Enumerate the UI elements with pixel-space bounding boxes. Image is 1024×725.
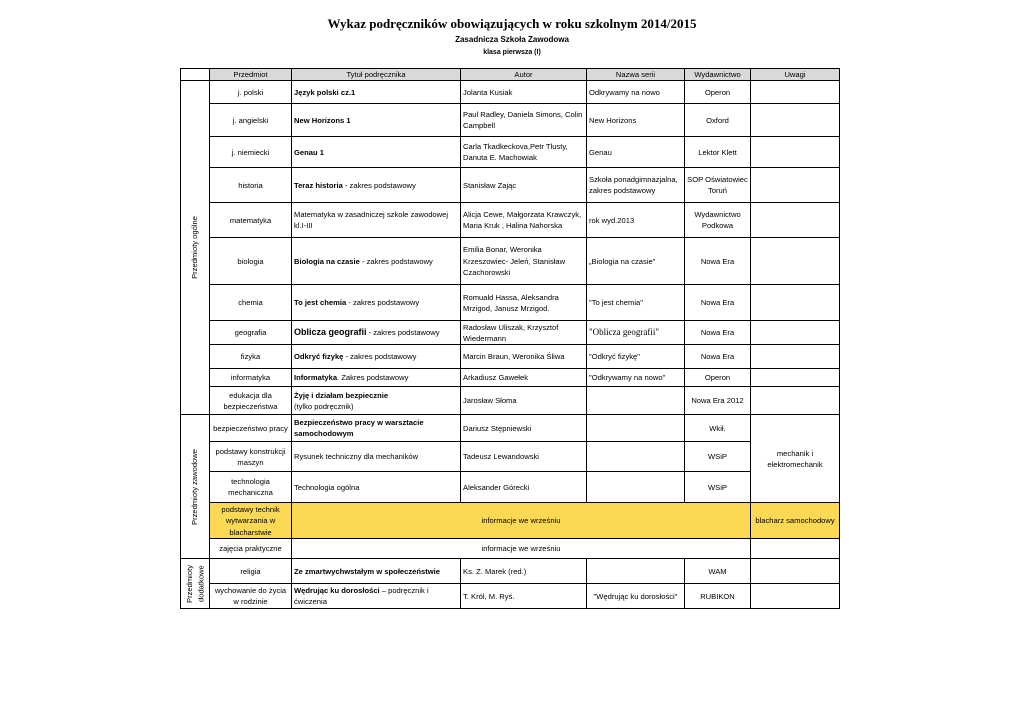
series-cell: "To jest chemia" [587, 285, 685, 321]
table-row [181, 81, 840, 104]
subject-cell: religia [210, 559, 292, 584]
publisher-cell: WSiP [685, 442, 751, 472]
author-cell: Paul Radley, Daniela Simons, Colin Campbell [461, 104, 587, 137]
subject-cell: zajęcia praktyczne [210, 539, 292, 559]
publisher-cell: WSiP [685, 472, 751, 503]
table-row [181, 503, 840, 539]
publisher-cell: Nowa Era 2012 [685, 387, 751, 415]
table-row [181, 584, 840, 609]
series-cell [587, 559, 685, 584]
subject-cell: matematyka [210, 203, 292, 238]
author-cell: Dariusz Stępniewski [461, 415, 587, 442]
series-cell [587, 442, 685, 472]
publisher-cell: Operon [685, 81, 751, 104]
table-row [181, 285, 840, 321]
remark-cell [751, 369, 840, 387]
title-cell: Język polski cz.1 [292, 81, 461, 104]
author-cell: Romuald Hassa, Aleksandra Mrzigod, Janusz Mrzigod. [461, 285, 587, 321]
author-cell: Carla Tkadkeckova,Petr Tlusty, Danuta E. Machowiak [461, 137, 587, 168]
title-cell: Teraz historia - zakres podstawowy [292, 168, 461, 203]
remark-cell [751, 387, 840, 415]
remark-cell: mechanik i elektromechanik [751, 415, 840, 503]
title-cell: New Horizons 1 [292, 104, 461, 137]
remark-cell [751, 559, 840, 584]
remark-cell [751, 168, 840, 203]
series-cell [587, 387, 685, 415]
title-cell: Żyję i działam bezpiecznie (tylko podręcznik) [292, 387, 461, 415]
remark-cell [751, 104, 840, 137]
remark-cell [751, 238, 840, 285]
title-cell: Odkryć fizykę - zakres podstawowy [292, 345, 461, 369]
group-label-general: Przedmioty ogólne [181, 81, 210, 415]
title-cell: Genau 1 [292, 137, 461, 168]
remark-cell [751, 81, 840, 104]
subject-cell: technologia mechaniczna [210, 472, 292, 503]
publisher-cell: RUBIKON [685, 584, 751, 609]
table-row [181, 321, 840, 345]
publisher-cell: Nowa Era [685, 285, 751, 321]
class-name: klasa pierwsza (I) [483, 49, 541, 56]
series-cell [587, 415, 685, 442]
publisher-cell: WAM [685, 559, 751, 584]
series-cell: rok wyd.2013 [587, 203, 685, 238]
author-cell: Aleksander Górecki [461, 472, 587, 503]
remark-cell [751, 584, 840, 609]
subject-cell: informatyka [210, 369, 292, 387]
remark-cell [751, 203, 840, 238]
author-cell: Stanisław Zając [461, 168, 587, 203]
column-header: Wydawnictwo [685, 69, 751, 81]
title-cell: To jest chemia - zakres podstawowy [292, 285, 461, 321]
remark-cell [751, 539, 840, 559]
table-row [181, 137, 840, 168]
column-header: Tytuł podręcznika [292, 69, 461, 81]
author-cell: Tadeusz Lewandowski [461, 442, 587, 472]
series-cell: "Wędrując ku dorosłości" [587, 584, 685, 609]
title-cell: Ze zmartwychwstałym w społeczeństwie [292, 559, 461, 584]
remark-cell [751, 137, 840, 168]
subject-cell: j. niemiecki [210, 137, 292, 168]
author-cell: Emilia Bonar, Weronika Krzeszowiec- Jeleń, Stanisław Czachorowski [461, 238, 587, 285]
title-cell: Informatyka. Zakres podstawowy [292, 369, 461, 387]
column-header: Przedmiot [210, 69, 292, 81]
author-cell: Alicja Cewe, Małgorzata Krawczyk, Maria Kruk , Halina Nahorska [461, 203, 587, 238]
publisher-cell: Nowa Era [685, 238, 751, 285]
series-cell: "Odkryć fizykę" [587, 345, 685, 369]
table-row [181, 539, 840, 559]
publisher-cell: Oxford [685, 104, 751, 137]
group-label-vocational: Przedmioty zawodowe [181, 415, 210, 559]
table-row [181, 168, 840, 203]
author-cell: T. Król, M. Ryś. [461, 584, 587, 609]
publisher-cell: Operon [685, 369, 751, 387]
series-cell [587, 472, 685, 503]
title-cell: Rysunek techniczny dla mechaników [292, 442, 461, 472]
author-cell: Jarosław Słoma [461, 387, 587, 415]
info-cell: informacje we wrześniu [292, 503, 751, 539]
title-cell: Technologia ogólna [292, 472, 461, 503]
author-cell: Radosław Uliszak, Krzysztof Wiedermann [461, 321, 587, 345]
publisher-cell: Wydawnictwo Podkowa [685, 203, 751, 238]
author-cell: Marcin Braun, Weronika Śliwa [461, 345, 587, 369]
title-cell: Matematyka w zasadniczej szkole zawodowej kl.I-III [292, 203, 461, 238]
table-row [181, 559, 840, 584]
title-cell: Biologia na czasie - zakres podstawowy [292, 238, 461, 285]
subject-cell: j. polski [210, 81, 292, 104]
title-cell: Bezpieczeństwo pracy w warsztacie samochodowym [292, 415, 461, 442]
subject-cell: podstawy konstrukcji maszyn [210, 442, 292, 472]
subject-cell: biologia [210, 238, 292, 285]
title-cell: Oblicza geografii - zakres podstawowy [292, 321, 461, 345]
remark-cell [751, 345, 840, 369]
table-row [181, 387, 840, 415]
table-row [181, 104, 840, 137]
series-cell: Genau [587, 137, 685, 168]
subject-cell: bezpieczeństwo pracy [210, 415, 292, 442]
table-row [181, 345, 840, 369]
series-cell: New Horizons [587, 104, 685, 137]
series-cell: Odkrywamy na nowo [587, 81, 685, 104]
table-row [181, 238, 840, 285]
table-row [181, 369, 840, 387]
table-header-row [181, 69, 840, 81]
author-cell: Arkadiusz Gawełek [461, 369, 587, 387]
group-label-additional: Przedmioty dodatkowe [181, 559, 210, 609]
subject-cell: geografia [210, 321, 292, 345]
title-cell: Wędrując ku dorosłości – podręcznik i ćwiczenia [292, 584, 461, 609]
publisher-cell: Nowa Era [685, 345, 751, 369]
table-row [181, 442, 840, 472]
series-cell: "Oblicza geografii" [587, 321, 685, 345]
document-title: Wykaz podręczników obowiązujących w roku szkolnym 2014/2015 [327, 16, 697, 31]
subject-cell: chemia [210, 285, 292, 321]
series-cell: Szkoła ponadgimnazjalna, zakres podstawowy [587, 168, 685, 203]
subject-cell: historia [210, 168, 292, 203]
publisher-cell: SOP Oświatowiec Toruń [685, 168, 751, 203]
info-cell: informacje we wrześniu [292, 539, 751, 559]
subject-cell: podstawy technik wytwarzania w blacharstwie [210, 503, 292, 539]
publisher-cell: Nowa Era [685, 321, 751, 345]
column-header: Uwagi [751, 69, 840, 81]
author-cell: Ks. Z. Marek (red.) [461, 559, 587, 584]
author-cell: Jolanta Kusiak [461, 81, 587, 104]
table-row [181, 203, 840, 238]
column-header: Nazwa serii [587, 69, 685, 81]
table-row [181, 472, 840, 503]
school-name: Zasadnicza Szkoła Zawodowa [455, 35, 569, 44]
column-header: Autor [461, 69, 587, 81]
series-cell: „Biologia na czasie” [587, 238, 685, 285]
publisher-cell: Wkił. [685, 415, 751, 442]
table-row [181, 415, 840, 442]
subject-cell: fizyka [210, 345, 292, 369]
remark-cell [751, 285, 840, 321]
subject-cell: j. angielski [210, 104, 292, 137]
subject-cell: edukacja dla bezpieczeństwa [210, 387, 292, 415]
publisher-cell: Lektor Klett [685, 137, 751, 168]
series-cell: "Odkrywamy na nowo" [587, 369, 685, 387]
remark-cell [751, 321, 840, 345]
textbook-table [180, 68, 840, 609]
subject-cell: wychowanie do życia w rodzinie [210, 584, 292, 609]
remark-cell: blacharz samochodowy [751, 503, 840, 539]
